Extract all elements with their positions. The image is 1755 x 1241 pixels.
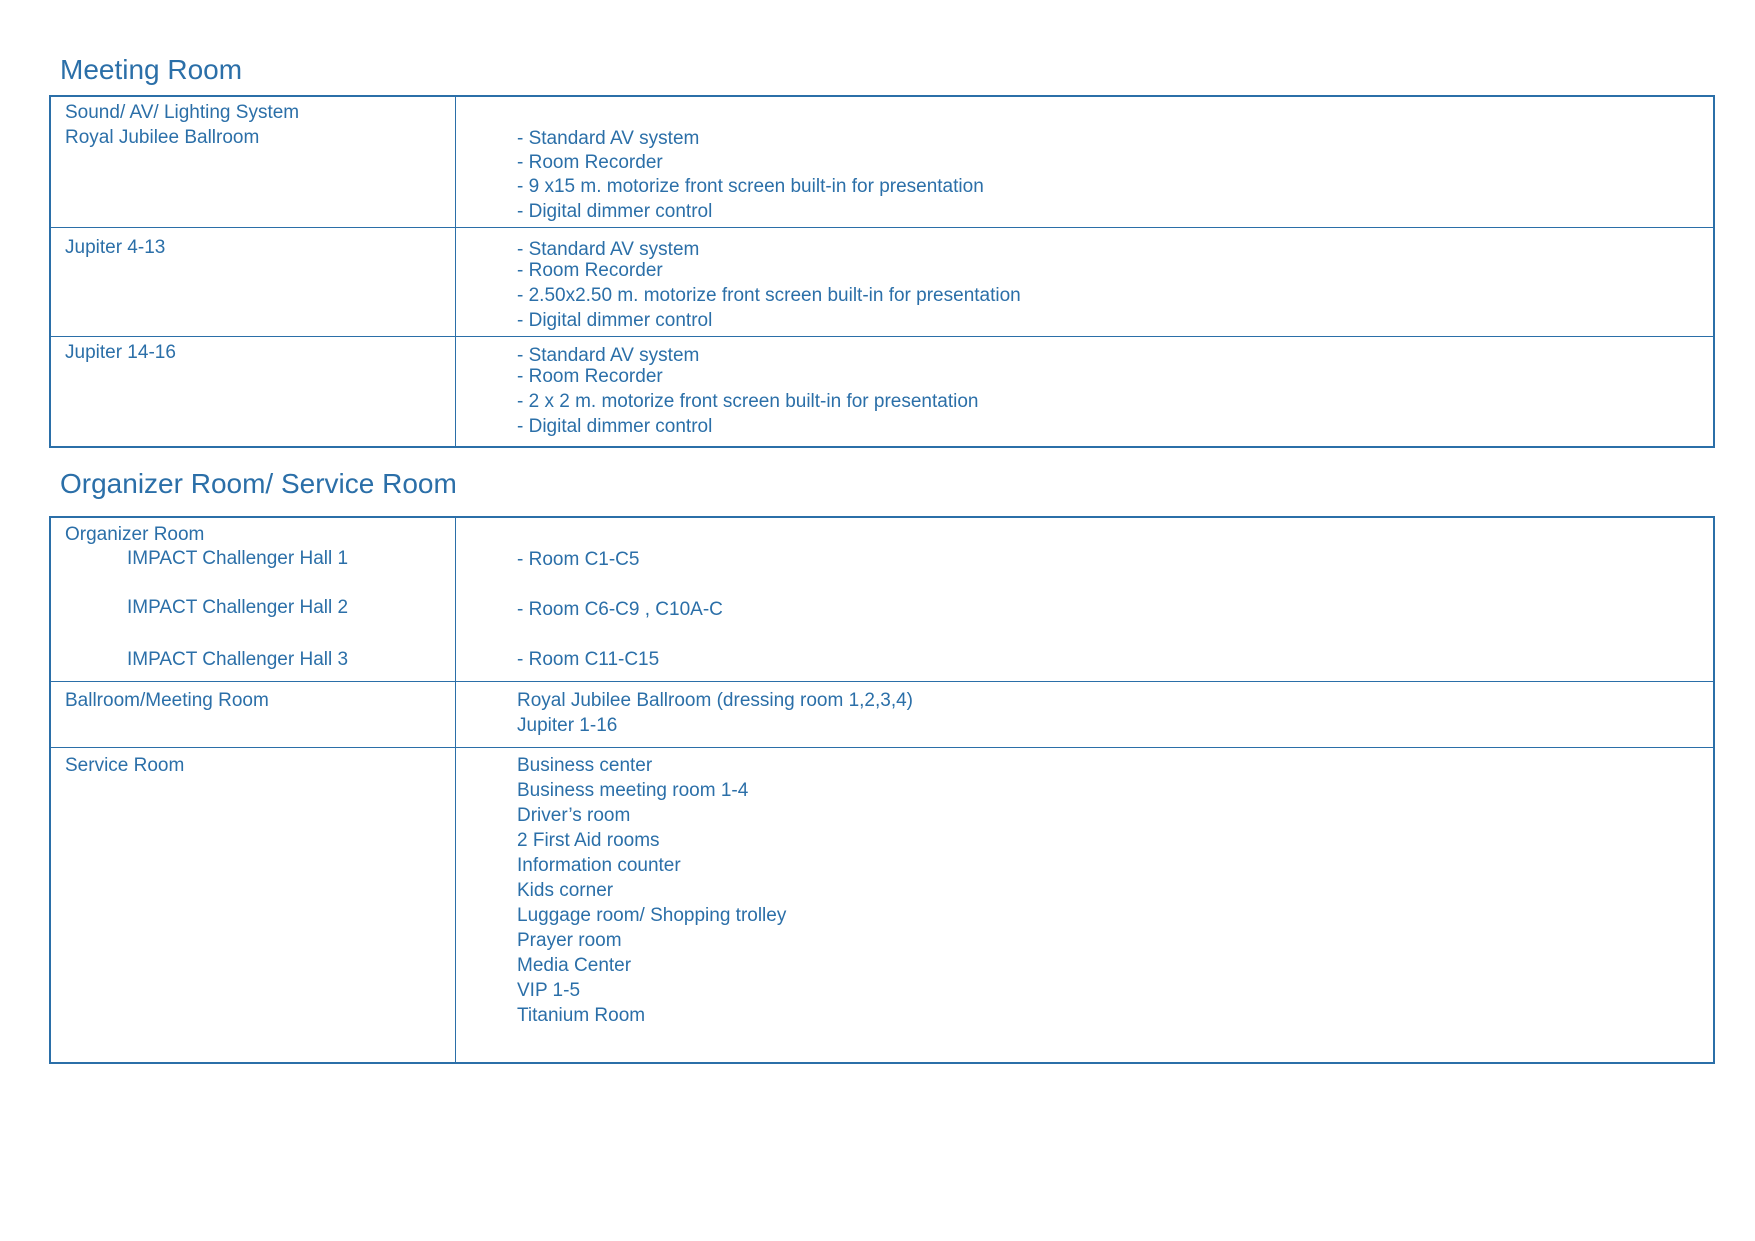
organizer-room-table	[49, 516, 1715, 1064]
list-item: - Room Recorder	[517, 366, 663, 387]
table-row-jupiter-14-16	[51, 336, 1713, 446]
sound-av-lighting-header: Sound/ AV/ Lighting System	[65, 102, 300, 123]
list-item: - Standard AV system	[517, 239, 700, 260]
list-item: Royal Jubilee Ballroom (dressing room 1,2,3,4)	[517, 690, 914, 711]
hall-name: IMPACT Challenger Hall 3	[127, 649, 349, 670]
list-item: - Standard AV system	[517, 128, 700, 149]
list-item: - Room Recorder	[517, 260, 663, 281]
list-item: - 9 x15 m. motorize front screen built-in for presentation	[517, 176, 984, 197]
table-row-ballroom-meeting-room	[51, 681, 1713, 747]
list-item: Business center	[517, 755, 653, 776]
table-row-royal-jubilee	[51, 97, 1713, 227]
list-item: Media Center	[517, 955, 632, 976]
list-item: Jupiter 1-16	[517, 715, 618, 736]
meeting-room-table	[49, 95, 1715, 448]
room-name: Jupiter 4-13	[65, 237, 166, 258]
room-name: Royal Jubilee Ballroom	[65, 127, 260, 148]
list-item: 2 First Aid rooms	[517, 830, 660, 851]
hall-name: IMPACT Challenger Hall 1	[127, 548, 349, 569]
meeting-room-title: Meeting Room	[60, 54, 243, 85]
room-name: Service Room	[65, 755, 185, 776]
list-item: - Room C1-C5	[517, 549, 640, 570]
list-item: Information counter	[517, 855, 681, 876]
organizer-room-title: Organizer Room/ Service Room	[60, 468, 457, 499]
list-item: Prayer room	[517, 930, 622, 951]
list-item: - Room C11-C15	[517, 649, 660, 670]
table-row-service-room	[51, 747, 1713, 1062]
list-item: - Room C6-C9 , C10A-C	[517, 599, 723, 620]
list-item: - Standard AV system	[517, 345, 700, 366]
list-item: Driver’s room	[517, 805, 631, 826]
list-item: Titanium Room	[517, 1005, 646, 1026]
list-item: - 2 x 2 m. motorize front screen built-in for presentation	[517, 391, 979, 412]
table-row-organizer-room	[51, 518, 1713, 681]
list-item: - 2.50x2.50 m. motorize front screen built-in for presentation	[517, 285, 1021, 306]
room-name: Ballroom/Meeting Room	[65, 690, 269, 711]
list-item: - Digital dimmer control	[517, 201, 713, 222]
list-item: - Room Recorder	[517, 152, 663, 173]
hall-name: IMPACT Challenger Hall 2	[127, 597, 349, 618]
list-item: - Digital dimmer control	[517, 310, 713, 331]
room-name: Jupiter 14-16	[65, 342, 176, 363]
list-item: - Digital dimmer control	[517, 416, 713, 437]
table-row-jupiter-4-13	[51, 227, 1713, 336]
room-name: Organizer Room	[65, 524, 205, 545]
list-item: Luggage room/ Shopping trolley	[517, 905, 787, 926]
list-item: VIP 1-5	[517, 980, 581, 1001]
list-item: Business meeting room 1-4	[517, 780, 749, 801]
list-item: Kids corner	[517, 880, 614, 901]
